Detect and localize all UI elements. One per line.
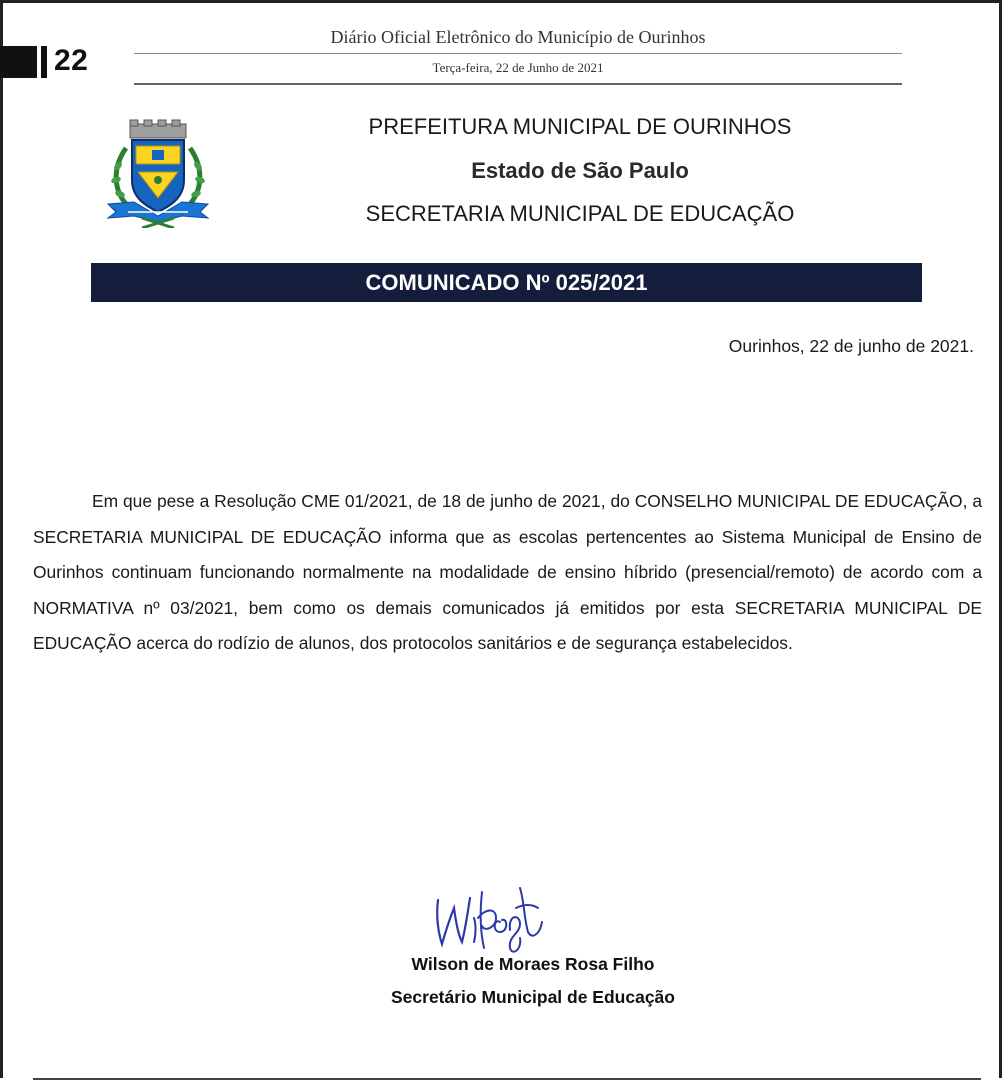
signatory-name: Wilson de Moraes Rosa Filho (411, 954, 655, 974)
page-number-bar (0, 46, 37, 78)
page-number: 22 (54, 44, 89, 77)
coat-of-arms-icon (104, 118, 212, 228)
secretariat-heading: SECRETARIA MUNICIPAL DE EDUCAÇÃO (365, 201, 795, 226)
gazette-rule (134, 53, 902, 54)
footer-rule (33, 1078, 981, 1080)
state-heading: Estado de São Paulo (471, 158, 689, 183)
communique-title: COMUNICADO Nº 025/2021 (365, 270, 648, 295)
prefecture-heading: PREFEITURA MUNICIPAL DE OURINHOS (368, 114, 792, 139)
gazette-title: Diário Oficial Eletrônico do Município de Ourinhos (330, 27, 706, 47)
communique-body: Em que pese a Resolução CME 01/2021, de 18 de junho de 2021, do CONSELHO MUNICIPAL DE EDUCAÇÃO, a SECRETARIA MUNICIPAL DE EDUCAÇÃO informa que as escolas pertencentes ao Sistema Municipal de Ensino de Ourinhos continuam funcionando normalmente na modalidade de ensino híbrido (presencial/remoto) de acordo com a NORMATIVA nº 03/2021, bem como os demais comunicados já emitidos por esta SECRETARIA MUNICIPAL DE EDUCAÇÃO acerca do rodízio de alunos, dos protocolos sanitários e de segurança estabelecidos. (33, 491, 982, 654)
communique-title-bar (91, 263, 922, 302)
signatory-role: Secretário Municipal de Educação (391, 987, 675, 1007)
place-date: Ourinhos, 22 de junho de 2021. (728, 336, 974, 356)
page-number-tick (41, 46, 47, 78)
gazette-rule-bottom (134, 83, 902, 85)
gazette-date: Terça-feira, 22 de Junho de 2021 (432, 60, 604, 75)
handwritten-signature (424, 878, 549, 958)
